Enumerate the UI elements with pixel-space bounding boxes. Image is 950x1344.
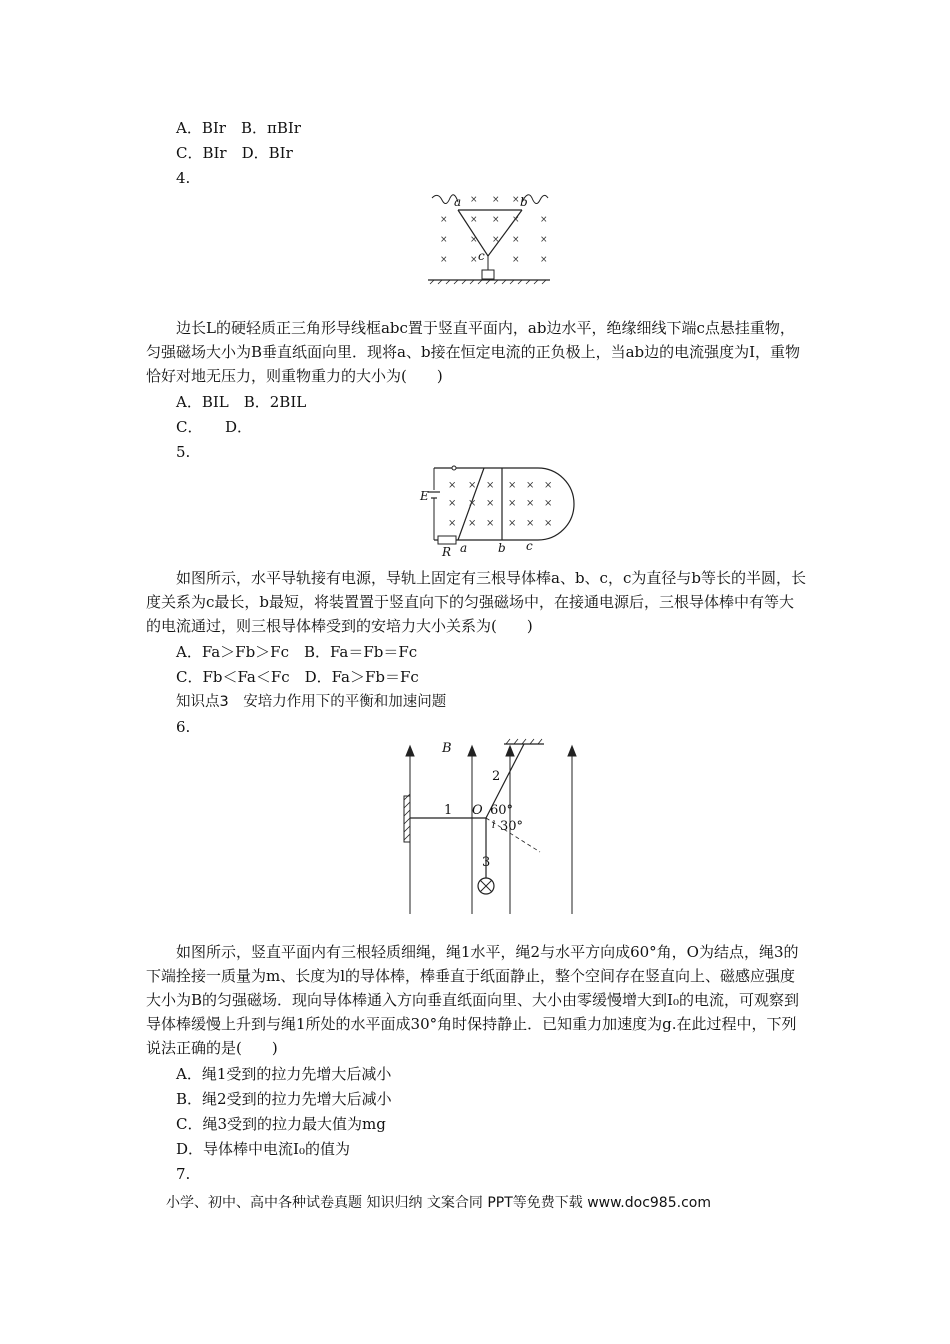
field-cross: × bbox=[526, 480, 535, 491]
field-cross: × bbox=[470, 215, 478, 225]
field-cross: × bbox=[508, 480, 517, 491]
field-cross: × bbox=[448, 480, 457, 491]
q6-label-rope1: 1 bbox=[444, 803, 453, 818]
q6-number: 6. bbox=[176, 718, 191, 736]
page-footer: 小学、初中、高中各种试卷真题 知识归纳 文案合同 PPT等免费下载 www.doc985.com bbox=[166, 1195, 711, 1211]
q5-options-line2: C．Fb＜Fa＜Fc D．Fa＞Fb＝Fc bbox=[176, 668, 419, 686]
field-cross: × bbox=[470, 195, 478, 205]
field-cross: × bbox=[470, 255, 478, 265]
q5-stem: 如图所示，水平导轨接有电源，导轨上固定有三根导体棒a、b、c，c为直径与b等长的半圆，长度关系为c最长，b最短，将装置置于竖直向下的匀强磁场中，在接通电源后，三根导体棒中有等大的电流通过，则三根导体棒受到的安培力大小关系为( ) bbox=[146, 569, 806, 635]
field-cross: × bbox=[508, 518, 517, 529]
q6-stem: 如图所示，竖直平面内有三根轻质细绳，绳1水平，绳2与水平方向成60°角，O为结点，绳3的下端拴接一质量为m、长度为l的导体棒，棒垂直于纸面静止，整个空间存在竖直向上、磁感应强度大小为B的匀强磁场．现向导体棒通入方向垂直纸面向里、大小由零缓慢增大到I₀的电流，可观察到导体棒缓慢上升到与绳1所处的水平面成30°角时保持静止．已知重力加速度为g.在此过程中，下列说法正确的是( ) bbox=[146, 943, 799, 1057]
q7-number: 7. bbox=[176, 1165, 191, 1183]
q5-figure-rails-circuit bbox=[418, 460, 568, 559]
field-cross: × bbox=[468, 480, 477, 491]
field-cross: × bbox=[486, 518, 495, 529]
field-cross: × bbox=[508, 498, 517, 509]
q6-label-B: B bbox=[442, 741, 452, 756]
field-cross: × bbox=[512, 255, 520, 265]
field-cross: × bbox=[448, 518, 457, 529]
field-cross: × bbox=[540, 235, 548, 245]
q6-option-b: B．绳2受到的拉力先增大后减小 bbox=[176, 1090, 392, 1108]
field-cross: × bbox=[440, 255, 448, 265]
q4-options-line2: C． D． bbox=[176, 418, 253, 436]
q4-stem: 边长L的硬轻质正三角形导线框abc置于竖直平面内，ab边水平，绝缘细线下端c点悬挂重物，匀强磁场大小为B垂直纸面向里．现将a、b接在恒定电流的正负极上，当ab边的电流强度为I，重物恰好对地无压力，则重物重力的大小为( ) bbox=[146, 319, 801, 385]
q5-number: 5. bbox=[176, 443, 191, 461]
q3-options-line1: A．BIr B．πBIr bbox=[176, 119, 301, 137]
field-cross: × bbox=[526, 498, 535, 509]
q5-options-line1: A．Fa＞Fb＞Fc B．Fa＝Fb＝Fc bbox=[176, 643, 418, 661]
q4-label-b: b bbox=[520, 195, 528, 209]
field-cross: × bbox=[526, 518, 535, 529]
q5-label-R: R bbox=[442, 545, 452, 559]
q6-label-30deg: 30° bbox=[500, 819, 524, 834]
q4-options-line1: A．BIL B．2BIL bbox=[176, 393, 307, 411]
field-cross: × bbox=[486, 480, 495, 491]
field-cross: × bbox=[440, 235, 448, 245]
field-cross: × bbox=[470, 235, 478, 245]
field-cross: × bbox=[540, 215, 548, 225]
field-cross: × bbox=[448, 498, 457, 509]
q4-label-a: a bbox=[454, 195, 462, 209]
field-cross: × bbox=[512, 195, 520, 205]
q6-label-O: O bbox=[472, 803, 483, 818]
q6-option-d: D．导体棒中电流I₀的值为 bbox=[176, 1140, 350, 1158]
q5-label-E: E bbox=[420, 489, 429, 503]
q6-label-rope3: 3 bbox=[482, 855, 491, 870]
q6-option-c: C．绳3受到的拉力最大值为mg bbox=[176, 1115, 386, 1133]
q4-label-c: c bbox=[478, 249, 485, 263]
q4-figure-triangle-frame bbox=[420, 188, 560, 292]
field-cross: × bbox=[544, 518, 553, 529]
q3-options-line2: C．BIr D．BIr bbox=[176, 144, 293, 162]
q5-label-b: b bbox=[498, 541, 506, 555]
field-cross: × bbox=[512, 235, 520, 245]
field-cross: × bbox=[468, 518, 477, 529]
q6-option-a: A．绳1受到的拉力先增大后减小 bbox=[176, 1065, 392, 1083]
q6-label-rope2: 2 bbox=[492, 769, 501, 784]
q5-label-a: a bbox=[460, 541, 468, 555]
field-cross: × bbox=[440, 215, 448, 225]
field-cross: × bbox=[492, 195, 500, 205]
field-cross: × bbox=[468, 498, 477, 509]
q6-figure-three-ropes bbox=[400, 738, 590, 918]
field-cross: × bbox=[544, 480, 553, 491]
q5-label-c: c bbox=[526, 539, 533, 553]
section-title: 知识点3 安培力作用下的平衡和加速问题 bbox=[176, 694, 447, 710]
field-cross: × bbox=[486, 498, 495, 509]
q4-number: 4. bbox=[176, 169, 191, 187]
q6-label-60deg: 60° bbox=[490, 803, 514, 818]
field-cross: × bbox=[544, 498, 553, 509]
q6-label-l: l bbox=[492, 820, 496, 831]
field-cross: × bbox=[512, 215, 520, 225]
field-cross: × bbox=[492, 215, 500, 225]
field-cross: × bbox=[540, 255, 548, 265]
field-cross: × bbox=[492, 235, 500, 245]
